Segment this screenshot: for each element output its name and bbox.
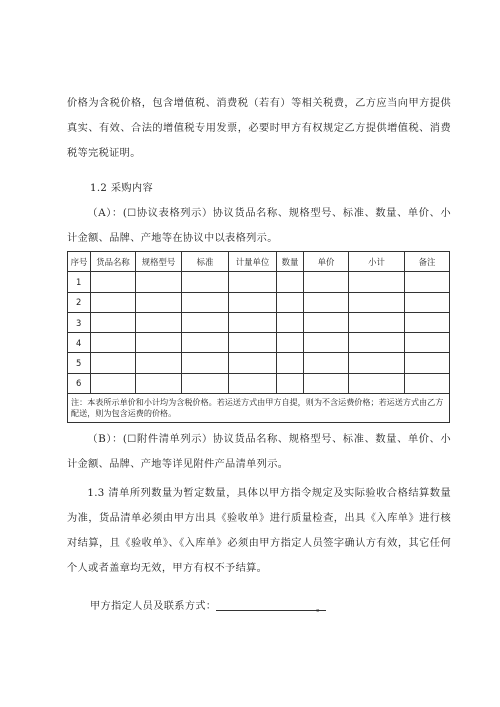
row-index: 5 (68, 353, 91, 373)
col-header-remark: 备注 (405, 252, 450, 272)
contact-end: 。 (315, 603, 327, 614)
contact-blank (216, 599, 327, 614)
table-header-row (68, 252, 450, 272)
intro-paragraph: 价格为含税价格，包含增值税、消费税（若有）等相关税费，乙方应当向甲方提供真实、有效、合法的增值税专用发票，必要时甲方有权规定乙方提供增值税、消费税等完税证明。 (67, 98, 451, 159)
paragraph-1-3: 1.3 清单所列数量为暂定数量，具体以甲方指令规定及实际验收合格结算数量为准，货品清单必须由甲方出具《验收单》进行质量检查，出具《入库单》进行核对结算，且《验收单》、《入库单》必须由甲方指定人员签字确认方有效，其它任何个人或者盖章均无效，甲方有权不予结算。 (67, 488, 451, 574)
row-index: 4 (68, 333, 91, 353)
table-row (68, 373, 450, 393)
col-header-unit: 计量单位 (229, 252, 277, 272)
table-row (68, 353, 450, 373)
table-row (68, 292, 450, 312)
contact-label: 甲方指定人员及联系方式： (90, 601, 217, 612)
table-note-row (68, 394, 450, 423)
row-index: 6 (68, 373, 91, 393)
col-header-index: 序号 (68, 252, 91, 272)
col-header-price: 单价 (304, 252, 349, 272)
row-index: 1 (68, 272, 91, 292)
table-row (68, 333, 450, 353)
row-index: 2 (68, 292, 91, 312)
col-header-spec: 规格型号 (136, 252, 182, 272)
paragraph-a: （A）：(☐协议表格列示）协议货品名称、规格型号、标准、数量、单价、小计金额、品牌、产地等在协议中以表格列示。 (67, 208, 451, 244)
contact-line (90, 597, 326, 612)
goods-table (67, 251, 450, 423)
col-header-qty: 数量 (277, 252, 304, 272)
row-index: 3 (68, 312, 91, 332)
col-header-standard: 标准 (182, 252, 229, 272)
col-header-subtotal: 小计 (349, 252, 405, 272)
table-row (68, 272, 450, 292)
section-1-2-heading: 1.2 采购内容 (90, 183, 153, 194)
paragraph-b: （B）：(☐附件清单列示）协议货品名称、规格型号、标准、数量、单价、小计金额、品牌、产地等详见附件产品清单列示。 (67, 434, 451, 470)
table-note: 注：本表所示单价和小计均为含税价格。若运送方式由甲方自提，则为不含运费价格；若运送方式由乙方配送，则为包含运费的价格。 (68, 394, 450, 423)
col-header-name: 货品名称 (91, 252, 136, 272)
table-row (68, 312, 450, 332)
